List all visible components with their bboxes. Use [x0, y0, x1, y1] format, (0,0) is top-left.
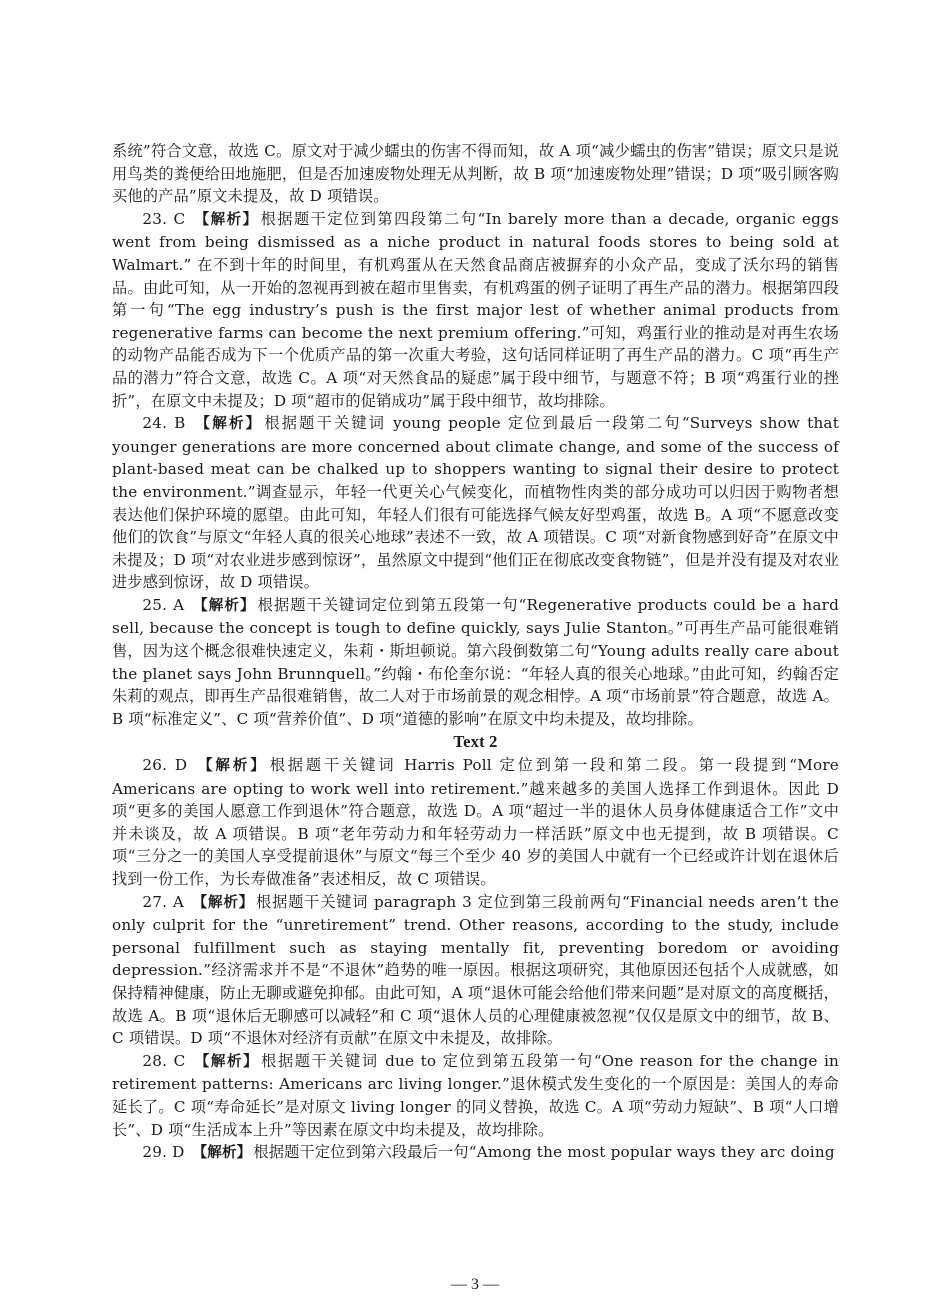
answer-24: [112, 412, 839, 594]
answer-number: 25. A: [142, 595, 185, 614]
analysis-tag: 【解析】: [192, 597, 256, 614]
answer-27: [112, 891, 839, 1050]
page-number: — 3 —: [451, 1276, 499, 1293]
answer-number: 27. A: [142, 892, 184, 911]
answer-25: [112, 594, 839, 731]
analysis-tag: 【解析】: [193, 416, 263, 433]
section-heading: Text 2: [453, 732, 498, 752]
analysis-tag: 【解析】: [195, 758, 268, 775]
answer-text: 根据题干关键词 Harris Poll 定位到第一段和第二段。第一段提到“More Americans are opting to work well into retirement.”越来越多的美国人选择工作到退休。因此 D 项“更多的美国人愿意工作到退休”符合题意，故选 D。A 项“超过一半的退休人员身体健康适合工作”文中并未谈及，故 A 项错误。B 项“老年劳动力和年轻劳动力一样活跃”原文中也无提到，故 B 项错误。C 项“三分之一的美国人享受提前退休”与原文“每三个至少 40 岁的美国人中就有一个已经或许计划在退休后找到一份工作，为长寿做准备”表述相反，故 C 项错误。: [112, 756, 839, 888]
answer-29: [112, 1141, 839, 1165]
analysis-tag: 【解析】: [193, 1053, 260, 1070]
answer-text: 根据题干关键词 due to 定位到第五段第一句“One reason for the change in retirement patterns: Americans arc living longer.”退休模式发生变化的一个原因是：美国人的寿命延长了。C 项“寿命延长”是对原文 living longer 的同义替换，故选 C。A 项“劳动力短缺”、B 项“人口增长”、D 项“生活成本上升”等因素在原文中均未提及，故均排除。: [112, 1051, 839, 1139]
continuation-paragraph: 系统”符合文意，故选 C。原文对于减少蠕虫的伤害不得而知，故 A 项“减少蠕虫的伤害”错误；原文只是说用鸟类的粪便给田地施肥，但是否加速废物处理无从判断，故 B 项“加速废物处理”错误；D 项“吸引顾客购买他的产品”原文未提及，故 D 项错误。: [112, 142, 839, 206]
analysis-tag: 【解析】: [193, 211, 259, 228]
document-body: [112, 140, 839, 1165]
answer-text: 根据题干关键词定位到第五段第一句“Regenerative products could be a hard sell, because the concept is tough to define quickly, says Julie Stanton。”可再生产品可能很难销售，因为这个概念很难快速定义，朱莉・斯坦顿说。第六段倒数第二句“Young adults really care about the planet says John Brunnquell。”约翰・布伦奎尔说：“年轻人真的很关心地球。”由此可知，约翰否定朱莉的观点，即再生产品很难销售，故二人对于市场前景的观念相悖。A 项“市场前景”符合题意，故选 A。B 项“标准定义”、C 项“营养价值”、D 项“道德的影响”在原文中均未提及，故均排除。: [112, 595, 839, 728]
answer-28: [112, 1050, 839, 1141]
answer-number: 26. D: [142, 756, 188, 775]
analysis-tag: 【解析】: [192, 1145, 252, 1162]
answer-23: [112, 208, 839, 412]
answer-26: [112, 754, 839, 891]
answer-number: 23. C: [142, 209, 186, 228]
analysis-tag: 【解析】: [192, 894, 255, 911]
answer-number: 28. C: [142, 1051, 186, 1070]
answer-text: 根据题干定位到第六段最后一句“Among the most popular ways they arc doing: [253, 1143, 835, 1162]
answer-number: 29. D: [142, 1143, 185, 1162]
answer-text: 根据题干定位到第四段第二句“In barely more than a decade, organic eggs went from being dismissed as a niche product in natural foods stores to being sold at Walmart.” 在不到十年的时间里，有机鸡蛋从在天然食品商店被摒弃的小众产品，变成了沃尔玛的销售品。由此可知，从一开始的忽视再到被在超市里售卖，有机鸡蛋的例子证明了再生产品的潜力。根据第四段第一句“The egg industry’s push is the first major lest of whether animal products from regenerative farms can become the next premium offering.”可知，鸡蛋行业的推动是对再生农场的动物产品能否成为下一个优质产品的第一次重大考验，这句话同样证明了再生产品的潜力。C 项“再生产品的潜力”符合文意，故选 C。A 项“对天然食品的疑虑”属于段中细节，与题意不符；B 项“鸡蛋行业的挫折”，在原文中未提及；D 项“超市的促销成功”属于段中细节，故均排除。: [112, 209, 839, 410]
answer-text: 根据题干关键词 paragraph 3 定位到第三段前两句“Financial needs aren’t the only culprit for the “unretirement” trend. Other reasons, according to the study, include personal fulfillment such as staying mentally fit, preventing boredom or avoiding depression.”经济需求并不是“不退休”趋势的唯一原因。根据这项研究，其他原因还包括个人成就感，如保持精神健康，防止无聊或避免抑郁。由此可知，A 项“退休可能会给他们带来问题”是对原文的高度概括，故选 A。B 项“退休后无聊感可以减轻”和 C 项“退休人员的心理健康被忽视”仅仅是原文中的细节，故 B、C 项错误。D 项“不退休对经济有贡献”在原文中未提及，故排除。: [112, 892, 839, 1048]
answer-text: 根据题干关键词 young people 定位到最后一段第二句“Surveys show that younger generations are more concerned about climate change, and some of the success of plant-based meat can be chalked up to shoppers wanting to signal their desire to protect the environment.”调查显示，年轻一代更关心气候变化，而植物性肉类的部分成功可以归因于购物者想表达他们保护环境的愿望。由此可知，年轻人们很有可能选择气候友好型鸡蛋，故选 B。A 项“不愿意改变他们的饮食”与原文“年轻人真的很关心地球”表述不一致，故 A 项错误。C 项“对新食物感到好奇”在原文中未提及；D 项“对农业进步感到惊讶”，虽然原文中提到“他们正在彻底改变食物链”，但是并没有提及对农业进步感到惊讶，故 D 项错误。: [112, 414, 839, 592]
answer-number: 24. B: [142, 414, 186, 433]
